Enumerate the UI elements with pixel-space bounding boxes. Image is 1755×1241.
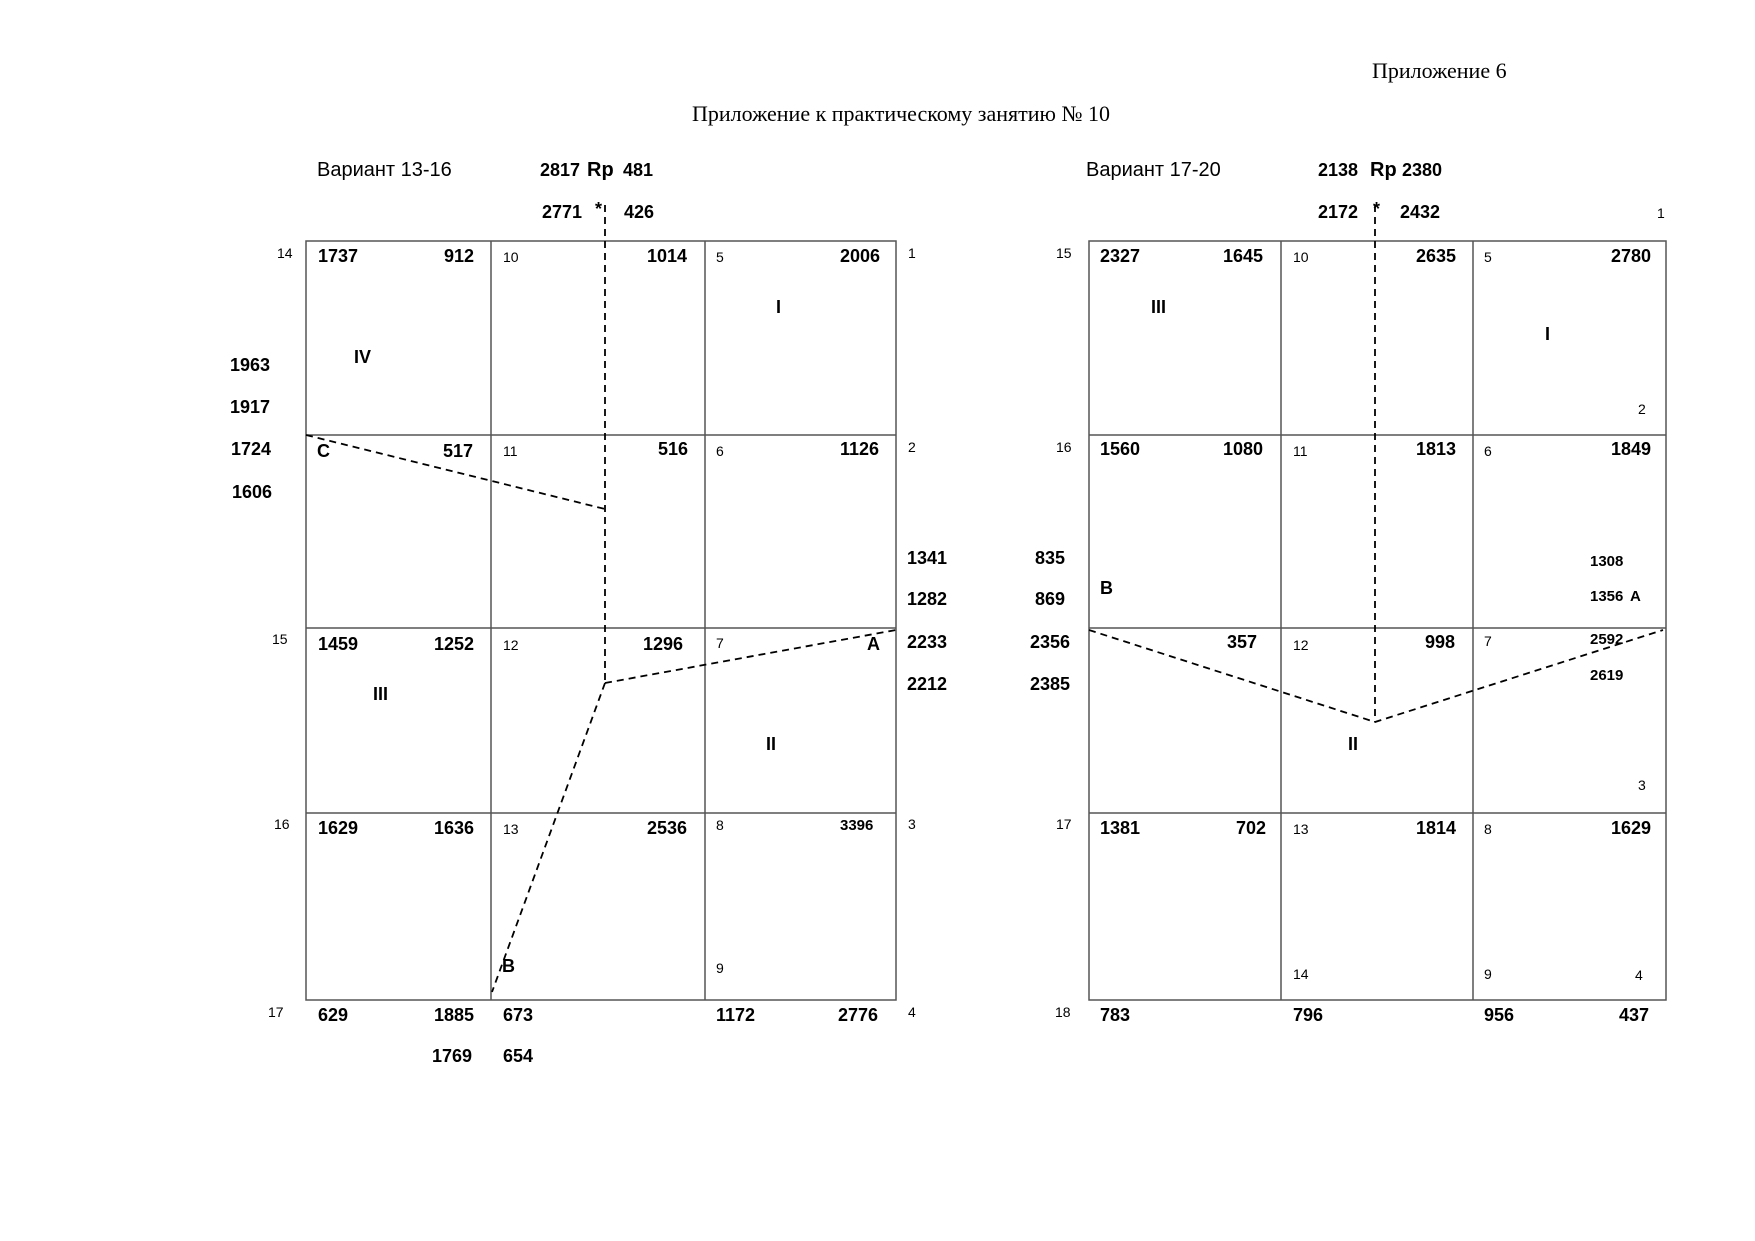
left-quarter-10: 10 [503,249,519,265]
right-value: 796 [1293,1005,1324,1025]
left-value: 912 [444,246,475,266]
right-value: 702 [1236,818,1267,838]
right-quarter-7: 7 [1484,633,1492,649]
right-side-value: 2356 [1030,632,1071,652]
left-point-label: A [867,634,880,654]
left-value: 1252 [434,634,475,654]
left-point-label: B [502,956,515,976]
left-side-value: 1606 [232,482,273,502]
right-quarter-9: 9 [1484,966,1492,982]
right-rp-top-left: 2138 [1318,160,1359,180]
right-quarter-12: 12 [1293,637,1309,653]
left-corner-3: 3 [908,816,916,832]
left-rp-bottom-right: 426 [624,202,655,222]
right-corner-17: 17 [1056,816,1072,832]
left-point-label: C [317,441,330,461]
left-rp-star: * [595,199,603,219]
right-point-label: B [1100,578,1113,598]
left-value: 629 [318,1005,349,1025]
left-rp-label: Rp [587,159,614,181]
left-quarter-6: 6 [716,443,724,459]
right-region-label: II [1348,734,1359,754]
right-value: 2635 [1416,246,1457,266]
right-rp-top-right: 2380 [1402,160,1443,180]
right-side-value: 1282 [907,589,948,609]
right-quarter-6: 6 [1484,443,1492,459]
left-value: 3396 [840,817,874,834]
left-value: 673 [503,1005,534,1025]
left-value: 2536 [647,818,688,838]
right-corner-1: 1 [1657,205,1665,221]
right-side-value: 2233 [907,632,948,652]
right-corner-3: 3 [1638,777,1646,793]
left-quarter-11: 11 [503,443,518,459]
left-corner-1: 1 [908,245,916,261]
page-title: Приложение к практическому занятию № 10 [692,101,1110,126]
left-region-label: IV [354,347,372,367]
right-side-value: 2385 [1030,674,1071,694]
left-corner-4: 4 [908,1004,916,1020]
left-quarter-9: 9 [716,960,724,976]
right-value: 1645 [1223,246,1264,266]
right-value: 2327 [1100,246,1141,266]
right-value: 437 [1619,1005,1650,1025]
right-quarter-10: 10 [1293,249,1309,265]
left-value: 1769 [432,1046,473,1066]
right-quarter-11: 11 [1293,443,1308,459]
right-side-value: 869 [1035,589,1066,609]
left-region-label: II [766,734,777,754]
right-variant-label: Вариант 17-20 [1086,159,1221,181]
left-variant-label: Вариант 13-16 [317,159,452,181]
right-value: 1080 [1223,439,1264,459]
left-quarter-8: 8 [716,817,724,833]
left-rp-top-left: 2817 [540,160,581,180]
right-quarter-5: 5 [1484,249,1492,265]
right-side-value: 2212 [907,674,948,694]
right-value: 998 [1425,632,1456,652]
right-quarter-8: 8 [1484,821,1492,837]
left-corner-15: 15 [272,631,288,647]
right-value: 1356 [1590,588,1624,605]
left-value: 1172 [716,1005,756,1025]
left-corner-17: 17 [268,1004,284,1020]
right-boundary-v [1089,630,1663,722]
left-value: 1629 [318,818,359,838]
right-side-value: 835 [1035,548,1066,568]
left-corner-16: 16 [274,816,290,832]
left-region-label: I [776,297,782,317]
left-value: 517 [443,441,474,461]
right-value: 1813 [1416,439,1457,459]
left-value: 1126 [840,439,880,459]
right-quarter-14: 14 [1293,966,1309,982]
left-corner-14: 14 [277,245,293,261]
right-plan [1055,159,1666,1025]
left-value: 1636 [434,818,475,838]
right-rp-star: * [1373,199,1381,219]
left-boundary-b [492,683,605,992]
right-quarter-13: 13 [1293,821,1309,837]
right-value: 1814 [1416,818,1457,838]
right-grid-border [1089,241,1666,1000]
left-rp-top-right: 481 [623,160,654,180]
right-rp-bottom-left: 2172 [1318,202,1359,222]
right-value: 956 [1484,1005,1515,1025]
left-value: 1296 [643,634,684,654]
right-rp-label: Rp [1370,159,1397,181]
right-corner-4: 4 [1635,967,1643,983]
right-value: 1849 [1611,439,1652,459]
right-value: 2592 [1590,631,1624,648]
left-value: 1737 [318,246,359,266]
left-value: 516 [658,439,689,459]
left-value: 1459 [318,634,359,654]
right-point-label: A [1630,588,1641,605]
right-corner-2: 2 [1638,401,1646,417]
left-region-label: III [373,684,389,704]
left-quarter-13: 13 [503,821,519,837]
appendix-number: Приложение 6 [1372,58,1507,83]
right-value: 357 [1227,632,1258,652]
left-grid-border [306,241,896,1000]
left-side-value: 1724 [231,439,272,459]
right-rp-bottom-right: 2432 [1400,202,1441,222]
left-quarter-5: 5 [716,249,724,265]
left-quarter-7: 7 [716,635,724,651]
left-plan [230,159,1070,1066]
left-side-value: 1917 [230,397,271,417]
left-corner-2: 2 [908,439,916,455]
left-value: 1885 [434,1005,475,1025]
right-value: 2619 [1590,667,1624,684]
right-value: 1560 [1100,439,1141,459]
left-side-value: 1963 [230,355,271,375]
left-value: 2006 [840,246,881,266]
right-region-label: III [1151,297,1167,317]
right-value: 1381 [1100,818,1141,838]
right-value: 783 [1100,1005,1131,1025]
right-corner-18: 18 [1055,1004,1071,1020]
right-side-value: 1341 [907,548,948,568]
left-rp-bottom-left: 2771 [542,202,583,222]
right-value: 2780 [1611,246,1652,266]
right-value: 1308 [1590,553,1624,570]
right-value: 1629 [1611,818,1652,838]
left-quarter-12: 12 [503,637,519,653]
right-corner-16: 16 [1056,439,1072,455]
left-value: 654 [503,1046,534,1066]
right-corner-15: 15 [1056,245,1072,261]
right-region-label: I [1545,324,1551,344]
left-value: 1014 [647,246,688,266]
left-value: 2776 [838,1005,879,1025]
